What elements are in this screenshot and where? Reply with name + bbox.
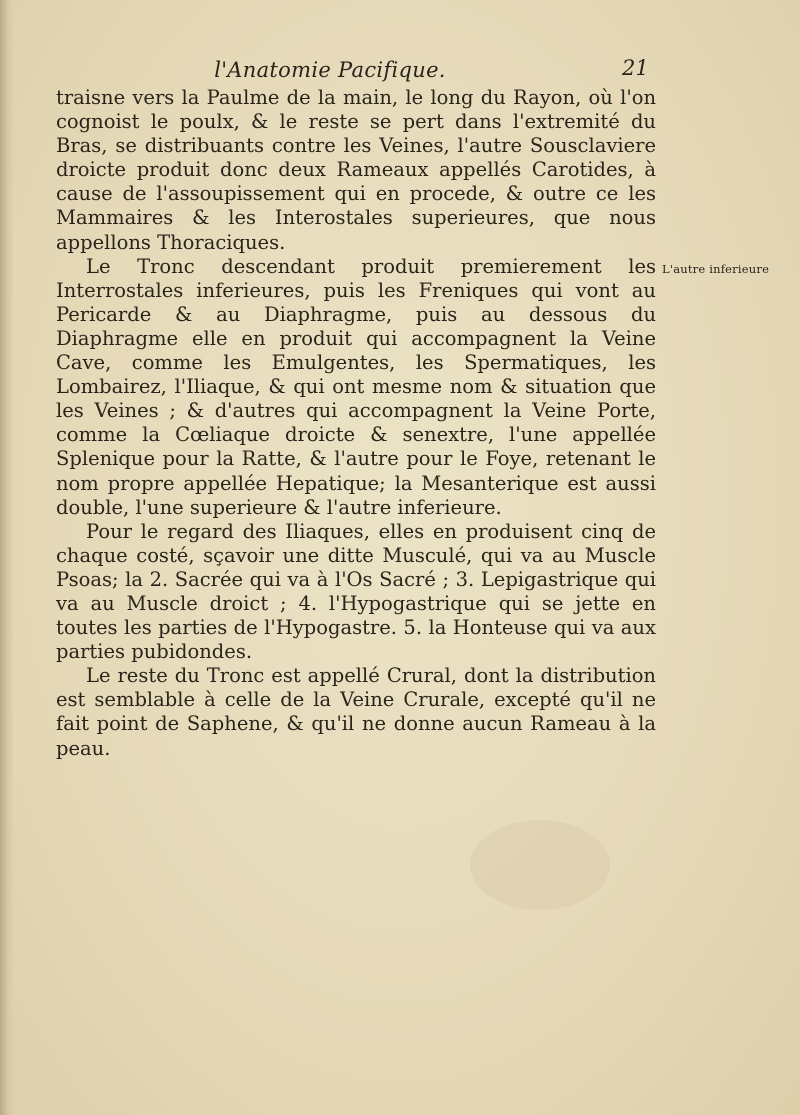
paragraph-4: Le reste du Tronc est appellé Crural, dont la distribution est semblable à celle de la Veine Crurale, excepté qu'il ne fait point de Saphene, & qu'il ne donne aucun Rameau à la peau. [56, 664, 656, 760]
running-head: l'Anatomie Pacifique. [214, 58, 446, 82]
binding-gutter [0, 0, 14, 1115]
paragraph-3: Pour le regard des Iliaques, elles en produisent cinq de chaque costé, sçavoir une ditte Musculé, qui va au Muscle Psoas; la 2. Sacrée qui va à l'Os Sacré ; 3. Lepigastrique qui va au Muscle droict ; 4. l'Hypogastrique qui se jette en toutes les parties de l'Hypogastre. 5. la Honteuse qui va aux parties pubidondes. [56, 519, 656, 664]
body-text [56, 86, 656, 761]
paragraph-2: Le Tronc descendant produit premierement les Interrostales inferieures, puis les Freniques qui vont au Pericarde & au Diaphragme, puis au dessous du Diaphragme elle en produit qui accompagnent la Veine Cave, comme les Emulgentes, les Spermatiques, les Lombairez, l'Iliaque, & qui ont mesme nom & situation que les Veines ; & d'autres qui accompagnent la Veine Porte, comme la Cœliaque droicte & senextre, l'une appellée Splenique pour la Ratte, & l'autre pour le Foye, retenant le nom propre appellée Hepatique; la Mesanterique est aussi double, l'une superieure & l'autre inferieure. [56, 254, 656, 519]
paragraph-1: traisne vers la Paulme de la main, le long du Rayon, où l'on cognoist le poulx, & le reste se pert dans l'extremité du Bras, se distribuants contre les Veines, l'autre Sousclaviere droicte produit donc deux Rameaux appellés Carotides, à cause de l'assoupissement qui en procede, & outre ce les Mammaires & les Interostales superieures, que nous appellons Thoraciques. [56, 86, 656, 254]
marginal-note: L'autre inferieure [662, 262, 770, 276]
page-number: 21 [622, 56, 649, 80]
paper-stain [470, 820, 610, 910]
